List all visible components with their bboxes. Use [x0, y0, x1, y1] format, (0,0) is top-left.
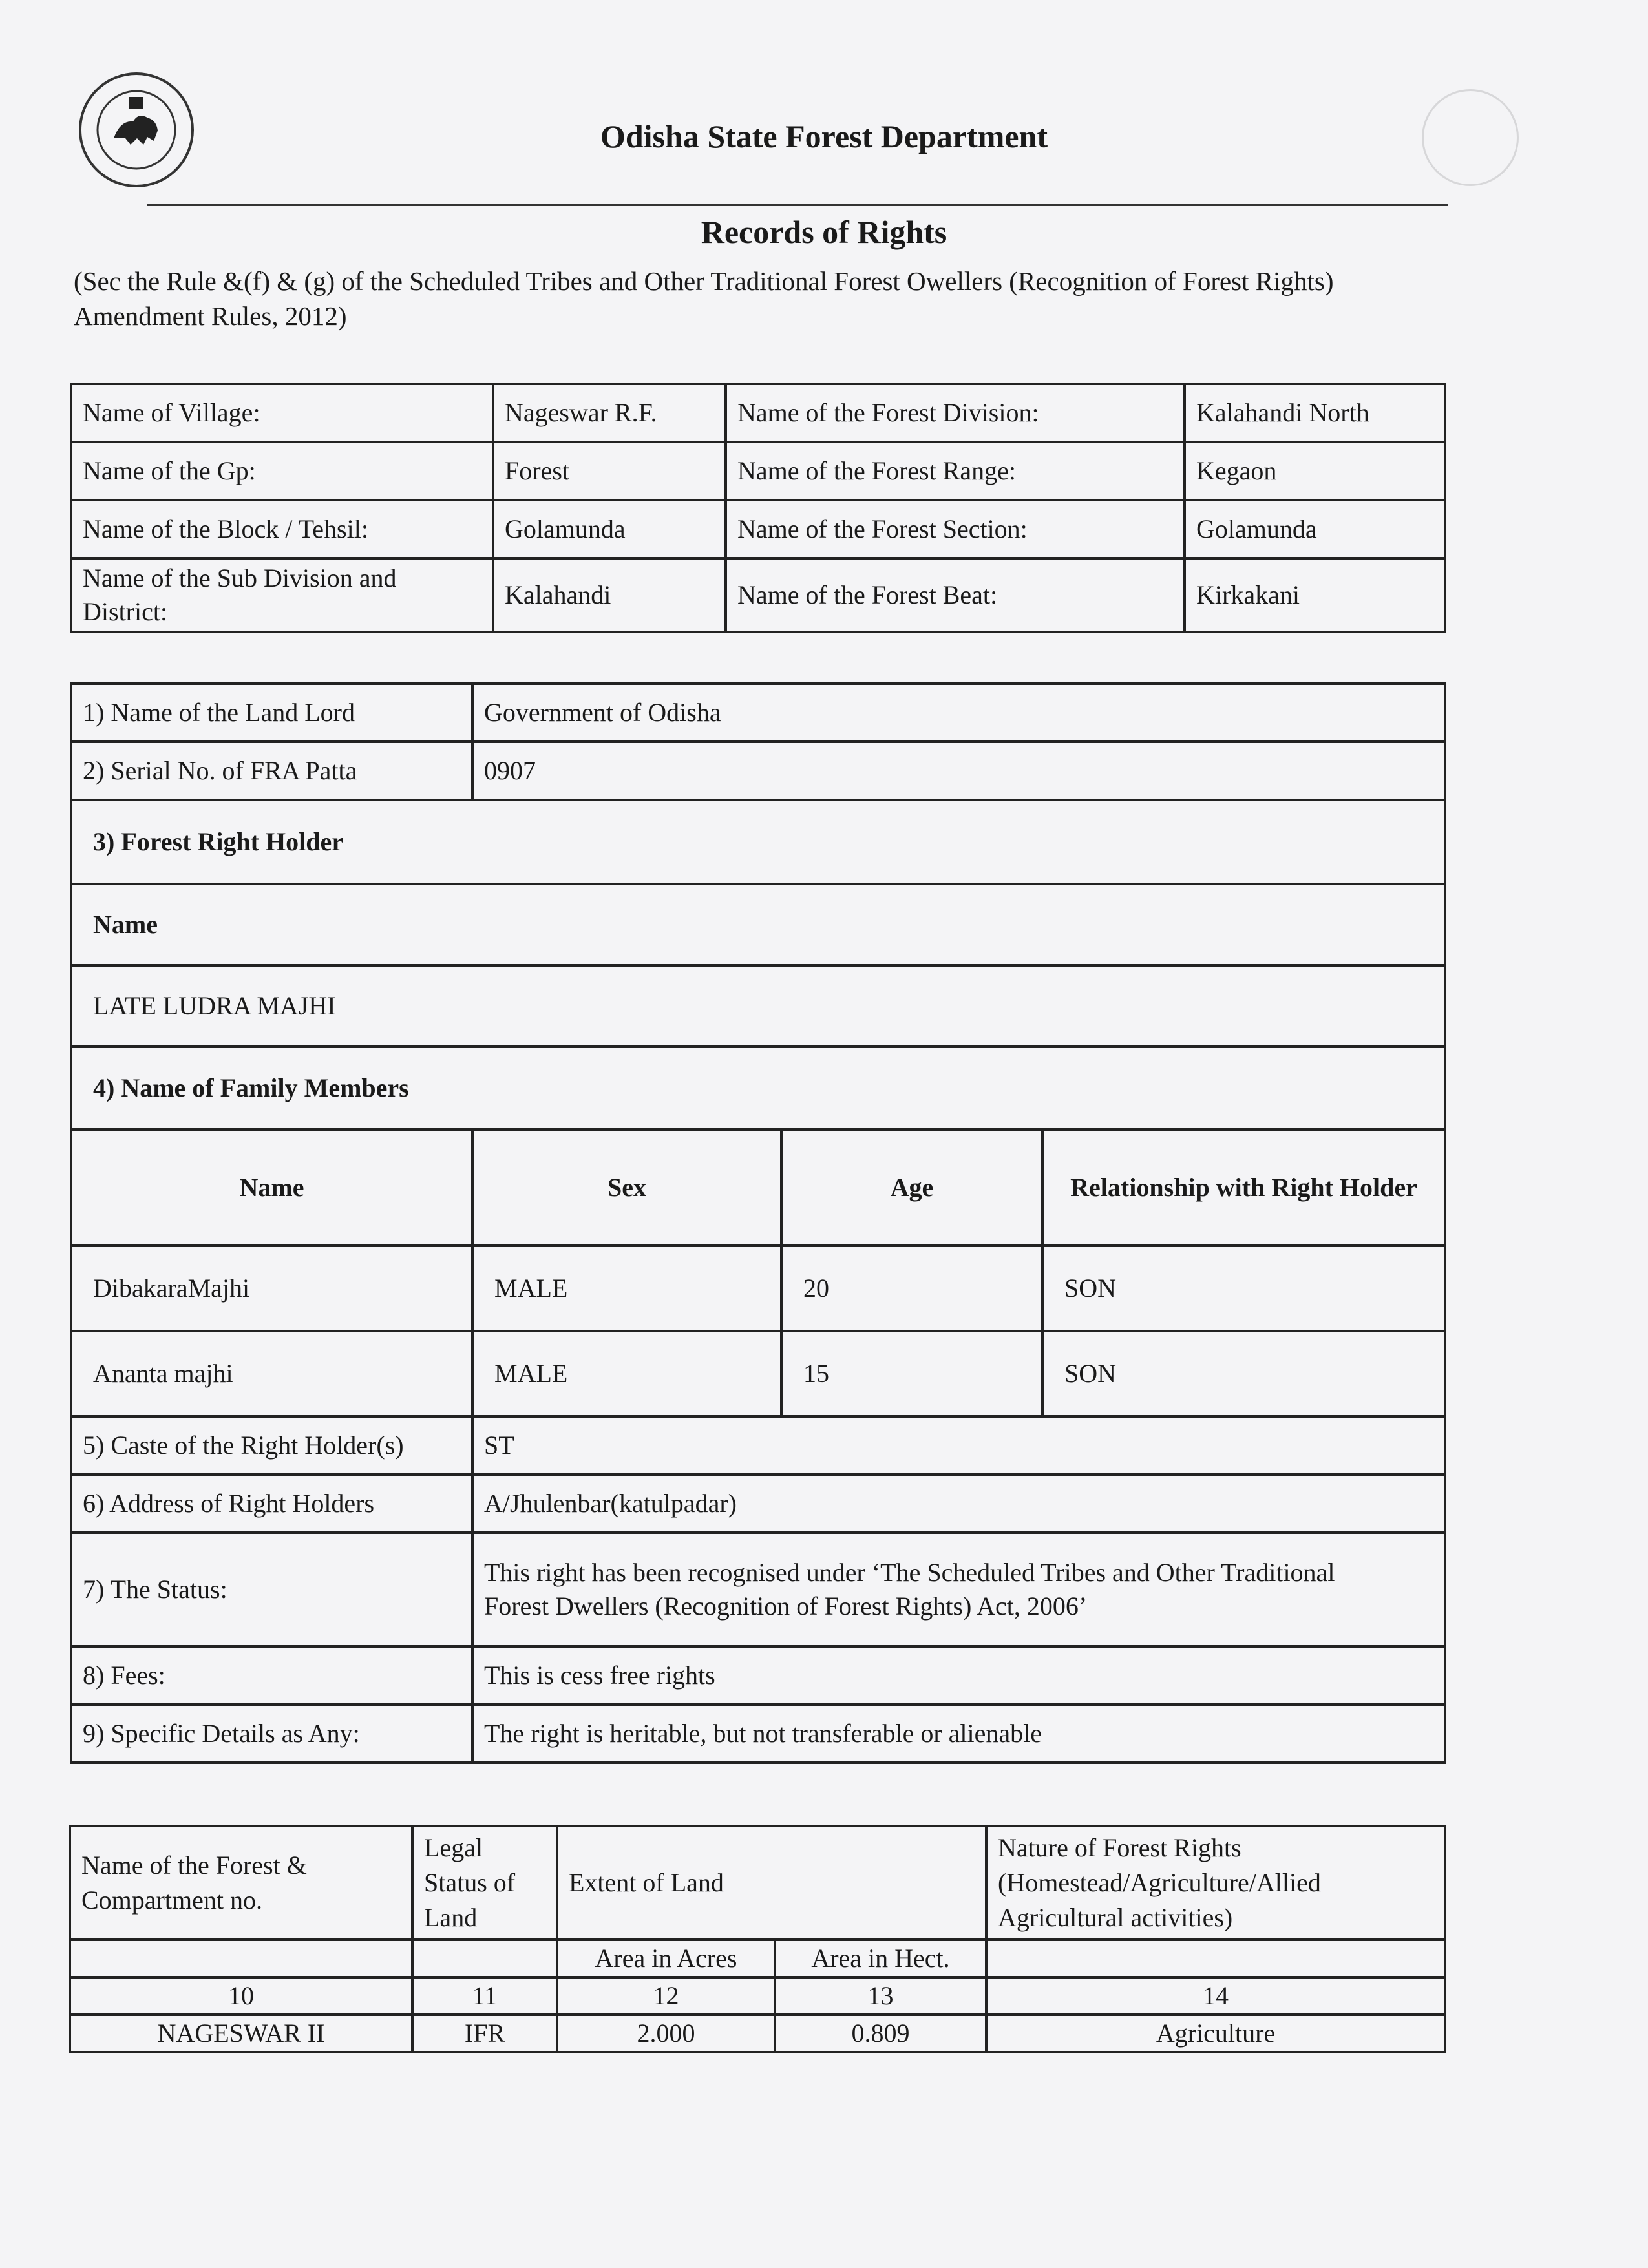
family-col-age: Age: [781, 1129, 1042, 1246]
land-empty-cell: [986, 1940, 1445, 1977]
table-row: [70, 1940, 1445, 1977]
table-row: [70, 2015, 1445, 2052]
landlord-label: 1) Name of the Land Lord: [71, 684, 472, 742]
family-col-sex: Sex: [472, 1129, 781, 1246]
land-num-forest: 10: [70, 1977, 412, 2015]
name-heading: Name: [71, 884, 1445, 965]
subdiv-value: Kalahandi: [493, 558, 726, 632]
beat-label: Name of the Forest Beat:: [726, 558, 1185, 632]
land-empty-cell: [412, 1940, 557, 1977]
status-line: Forest Dwellers (Recognition of Forest Rights) Act, 2006’: [484, 1591, 1088, 1621]
land-hect-value: 0.809: [775, 2015, 986, 2052]
village-value: Nageswar R.F.: [493, 384, 726, 442]
serial-value: 0907: [472, 742, 1445, 800]
village-label: Name of Village:: [71, 384, 493, 442]
serial-label: 2) Serial No. of FRA Patta: [71, 742, 472, 800]
section-value: Golamunda: [1185, 500, 1445, 558]
land-col-acres: Area in Acres: [557, 1940, 775, 1977]
table-row: [71, 384, 1445, 442]
table-row: [71, 742, 1445, 800]
rights-details-table: [70, 682, 1446, 1764]
range-value: Kegaon: [1185, 442, 1445, 500]
header-divider: [147, 204, 1448, 206]
table-row: [71, 1705, 1445, 1763]
gp-label: Name of the Gp:: [71, 442, 493, 500]
land-nature-value: Agriculture: [986, 2015, 1445, 2052]
family-member-age: 20: [781, 1246, 1042, 1331]
family-member-name: Ananta majhi: [71, 1331, 472, 1416]
family-member-age: 15: [781, 1331, 1042, 1416]
address-label: 6) Address of Right Holders: [71, 1475, 472, 1533]
table-row: [71, 1246, 1445, 1331]
department-title: Odisha State Forest Department: [600, 118, 1048, 154]
table-row: [71, 1047, 1445, 1129]
section-label: Name of the Forest Section:: [726, 500, 1185, 558]
table-row: [71, 1129, 1445, 1246]
address-value: A/Jhulenbar(katulpadar): [472, 1475, 1445, 1533]
land-legal-value: IFR: [412, 2015, 557, 2052]
land-num-legal: 11: [412, 1977, 557, 2015]
family-col-relationship: Relationship with Right Holder: [1042, 1129, 1445, 1246]
land-forest-value: NAGESWAR II: [70, 2015, 412, 2052]
holder-name: LATE LUDRA MAJHI: [71, 965, 1445, 1047]
table-row: [71, 558, 1445, 632]
specific-details-label: 9) Specific Details as Any:: [71, 1705, 472, 1763]
family-member-sex: MALE: [472, 1246, 781, 1331]
land-col-nature: Nature of Forest Rights (Homestead/Agriculture/Allied Agricultural activities): [986, 1826, 1445, 1940]
land-num-nature: 14: [986, 1977, 1445, 2015]
landlord-value: Government of Odisha: [472, 684, 1445, 742]
range-label: Name of the Forest Range:: [726, 442, 1185, 500]
table-row: [71, 800, 1445, 884]
family-member-name: DibakaraMajhi: [71, 1246, 472, 1331]
family-col-name: Name: [71, 1129, 472, 1246]
table-row: [71, 1331, 1445, 1416]
division-value: Kalahandi North: [1185, 384, 1445, 442]
family-member-relation: SON: [1042, 1331, 1445, 1416]
forest-right-holder-heading: 3) Forest Right Holder: [71, 800, 1445, 884]
land-acres-value: 2.000: [557, 2015, 775, 2052]
status-label: 7) The Status:: [71, 1533, 472, 1646]
family-members-heading: 4) Name of Family Members: [71, 1047, 1445, 1129]
document-title: Records of Rights: [701, 214, 947, 250]
table-row: [71, 1533, 1445, 1646]
table-row: [71, 1475, 1445, 1533]
family-member-relation: SON: [1042, 1246, 1445, 1331]
land-details-table: [69, 1825, 1446, 2053]
table-row: [71, 1416, 1445, 1475]
land-col-legal: Legal Status of Land: [412, 1826, 557, 1940]
location-table: [70, 383, 1446, 633]
land-num-acres: 12: [557, 1977, 775, 2015]
status-value: [472, 1533, 1445, 1646]
land-col-hect: Area in Hect.: [775, 1940, 986, 1977]
table-row: [71, 884, 1445, 965]
fees-value: This is cess free rights: [472, 1646, 1445, 1705]
block-value: Golamunda: [493, 500, 726, 558]
table-row: [71, 684, 1445, 742]
beat-value: Kirkakani: [1185, 558, 1445, 632]
caste-label: 5) Caste of the Right Holder(s): [71, 1416, 472, 1475]
table-row: [71, 500, 1445, 558]
table-row: [70, 1826, 1445, 1940]
caste-value: ST: [472, 1416, 1445, 1475]
division-label: Name of the Forest Division:: [726, 384, 1185, 442]
family-member-sex: MALE: [472, 1331, 781, 1416]
fees-label: 8) Fees:: [71, 1646, 472, 1705]
table-row: [71, 965, 1445, 1047]
rule-reference-note: (Sec the Rule &(f) & (g) of the Scheduled Tribes and Other Traditional Forest Owellers (Recognition of Forest Rights) Amendment Rules, 2012): [74, 266, 1334, 331]
table-row: [71, 1646, 1445, 1705]
land-num-hect: 13: [775, 1977, 986, 2015]
land-col-extent: Extent of Land: [557, 1826, 986, 1940]
subdiv-label: Name of the Sub Division and District:: [71, 558, 493, 632]
table-row: [70, 1977, 1445, 2015]
status-line: This right has been recognised under ‘The Scheduled Tribes and Other Traditional: [484, 1558, 1335, 1587]
land-empty-cell: [70, 1940, 412, 1977]
specific-details-value: The right is heritable, but not transferable or alienable: [472, 1705, 1445, 1763]
gp-value: Forest: [493, 442, 726, 500]
land-col-forest: Name of the Forest & Compartment no.: [70, 1826, 412, 1940]
block-label: Name of the Block / Tehsil:: [71, 500, 493, 558]
table-row: [71, 442, 1445, 500]
